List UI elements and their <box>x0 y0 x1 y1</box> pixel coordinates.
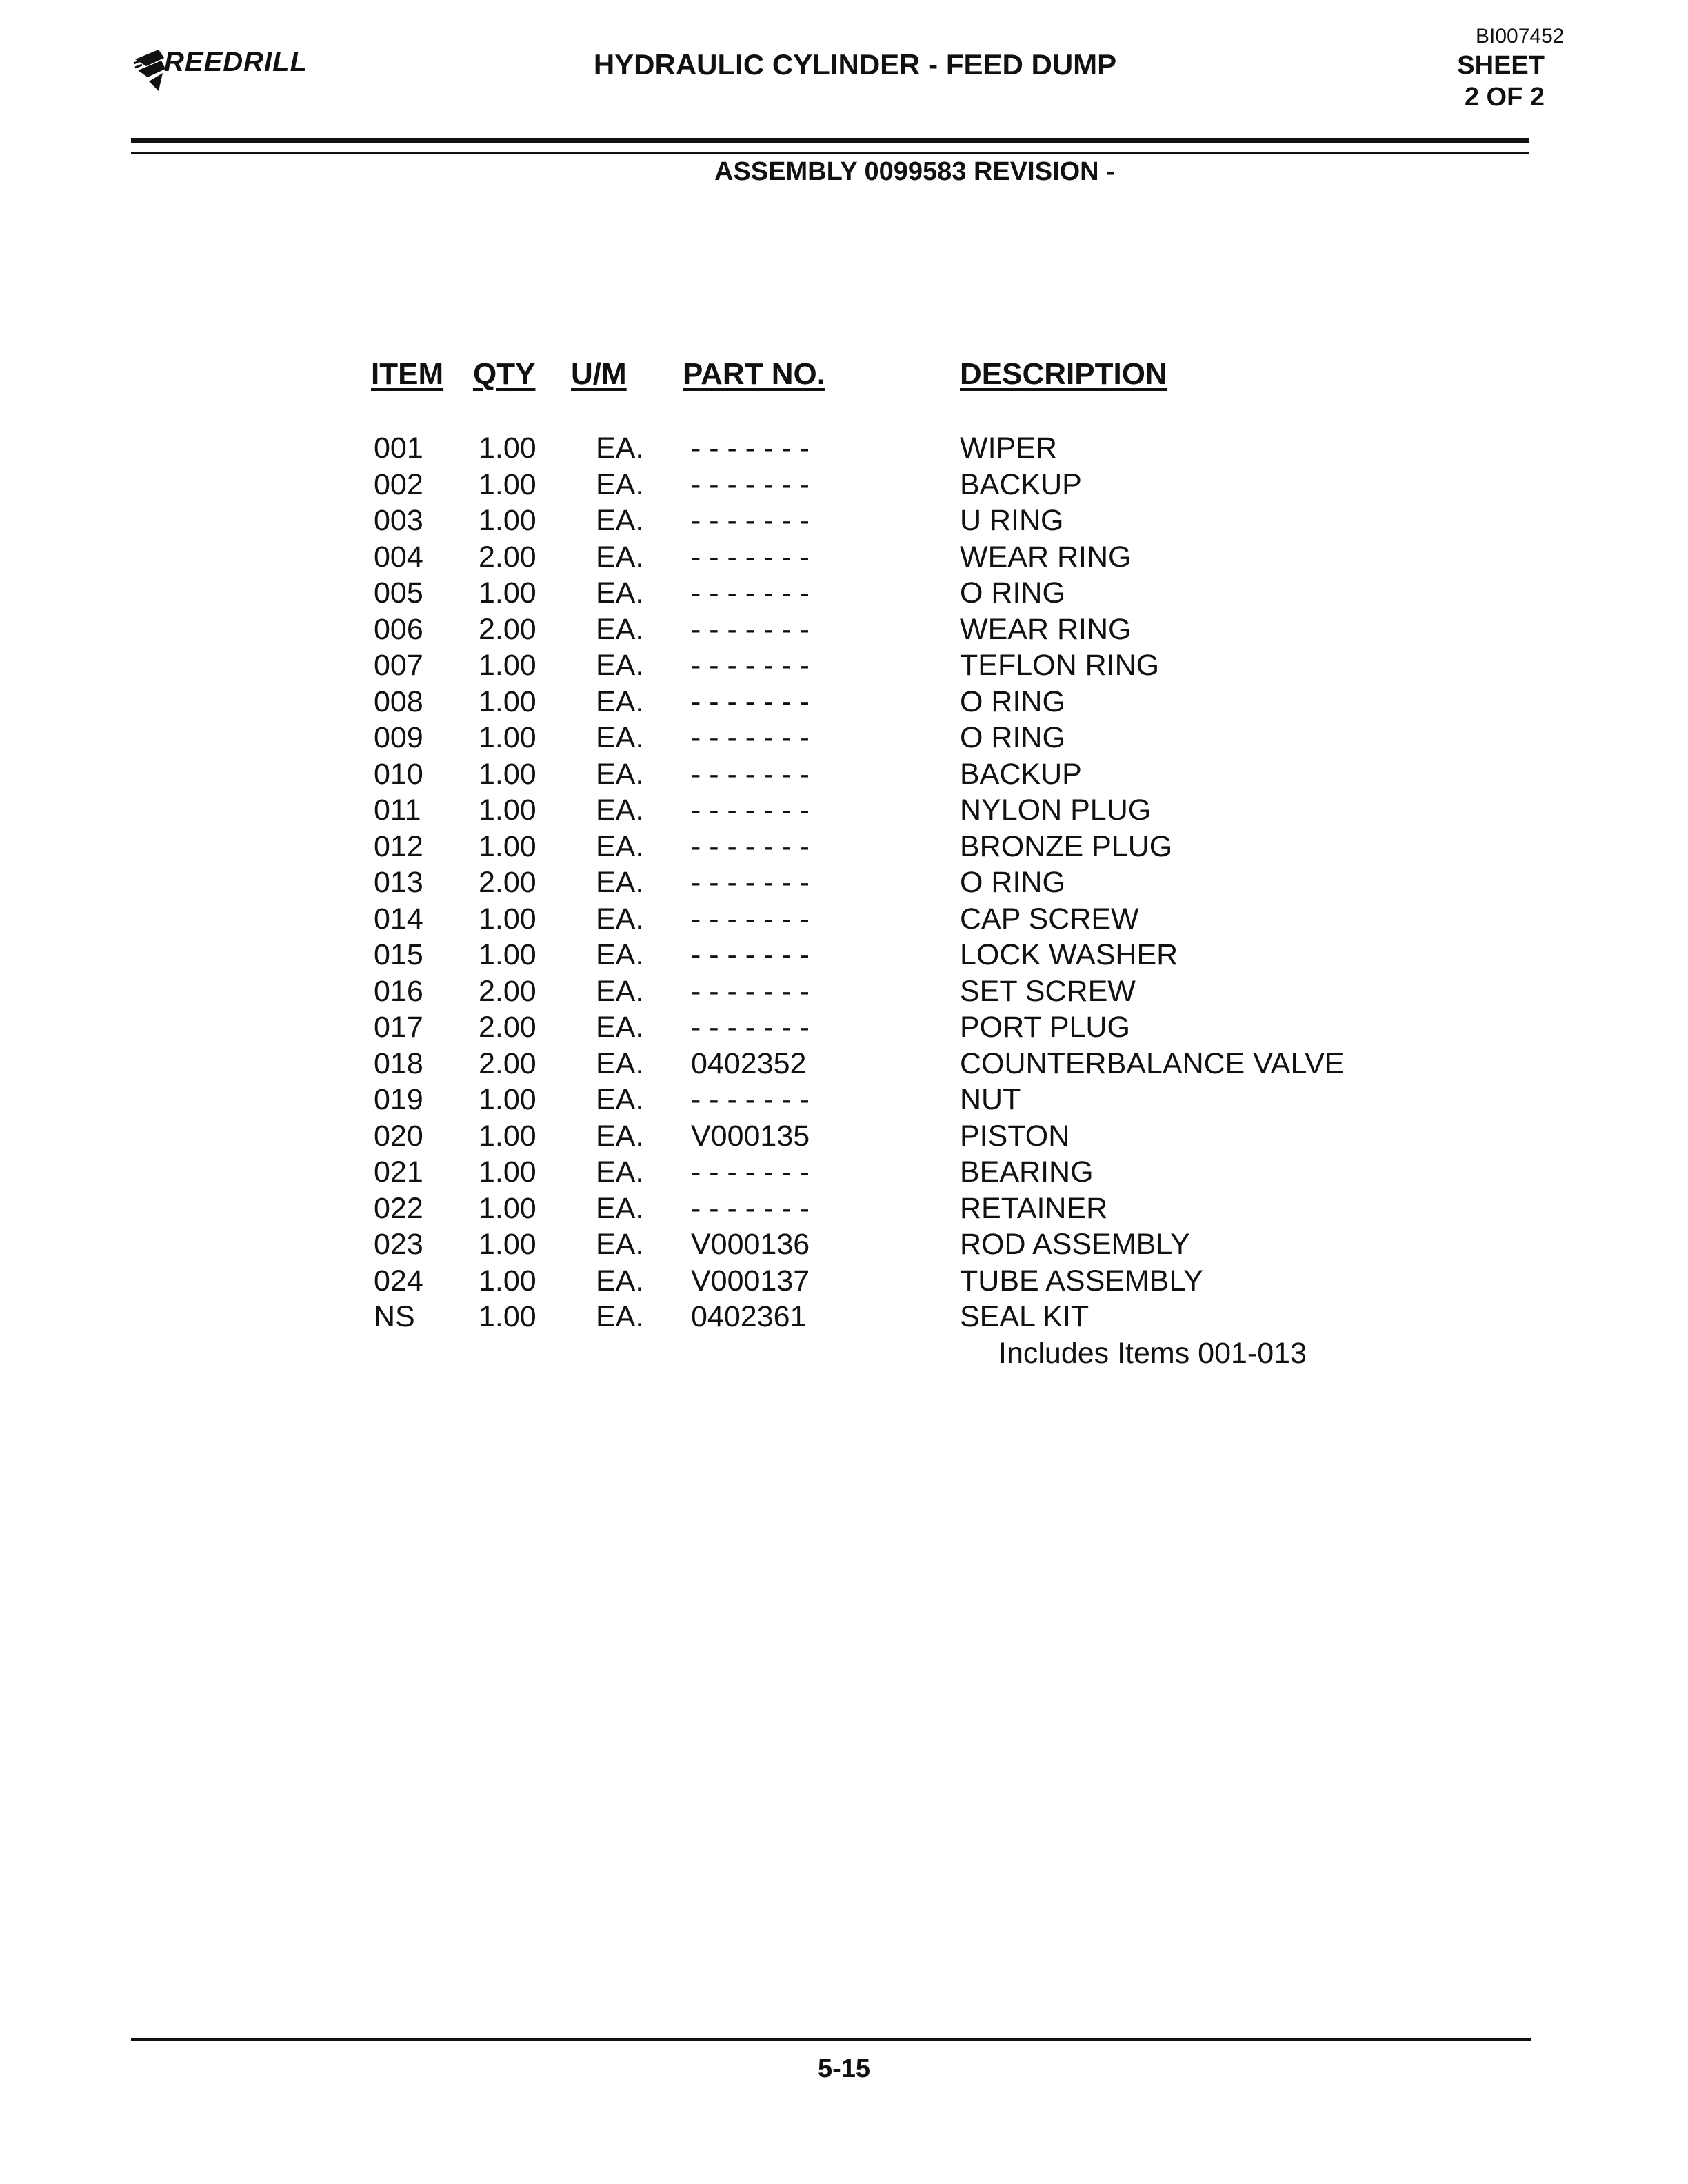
company-logo <box>131 43 331 105</box>
part-number: - - - - - - - <box>691 938 810 971</box>
table-row <box>0 504 1688 540</box>
sheet-indicator <box>1434 50 1545 113</box>
part-number: - - - - - - - <box>691 829 810 863</box>
logo-wordmark: REEDRILL <box>164 47 308 77</box>
description: WEAR RING <box>960 540 1132 574</box>
part-number: - - - - - - - <box>691 467 810 501</box>
unit-of-measure: EA. <box>596 1228 644 1261</box>
description: PISTON <box>960 1119 1070 1153</box>
table-row <box>0 1228 1688 1264</box>
quantity: 1.00 <box>479 1191 536 1225</box>
description: ROD ASSEMBLY <box>960 1228 1190 1261</box>
unit-of-measure: EA. <box>596 1046 644 1080</box>
part-number: - - - - - - - <box>691 866 810 899</box>
item-number: 003 <box>374 504 423 537</box>
description: COUNTERBALANCE VALVE <box>960 1046 1345 1080</box>
table-row <box>0 830 1688 867</box>
unit-of-measure: EA. <box>596 1083 644 1116</box>
unit-of-measure: EA. <box>596 974 644 1008</box>
table-row <box>0 685 1688 722</box>
parts-list <box>0 432 1688 1373</box>
column-header-item: ITEM <box>371 357 444 391</box>
part-number: - - - - - - - <box>691 902 810 936</box>
table-row <box>0 975 1688 1011</box>
table-row <box>0 1120 1688 1156</box>
table-row <box>0 432 1688 468</box>
table-row <box>0 576 1688 613</box>
header-rule-thin <box>131 152 1529 154</box>
item-number: 004 <box>374 540 423 574</box>
unit-of-measure: EA. <box>596 685 644 718</box>
quantity: 1.00 <box>479 467 536 501</box>
description: BRONZE PLUG <box>960 829 1173 863</box>
part-number: - - - - - - - <box>691 1191 810 1225</box>
quantity: 1.00 <box>479 1083 536 1116</box>
quantity: 1.00 <box>479 649 536 682</box>
description: TUBE ASSEMBLY <box>960 1264 1203 1297</box>
item-number: 002 <box>374 467 423 501</box>
description: NYLON PLUG <box>960 793 1152 827</box>
quantity: 2.00 <box>479 540 536 574</box>
table-row <box>0 468 1688 505</box>
part-number: - - - - - - - <box>691 504 810 537</box>
unit-of-measure: EA. <box>596 829 644 863</box>
description: WEAR RING <box>960 612 1132 646</box>
quantity: 1.00 <box>479 1155 536 1189</box>
item-number: 016 <box>374 974 423 1008</box>
unit-of-measure: EA. <box>596 1300 644 1333</box>
item-number: 001 <box>374 432 423 465</box>
item-number: 008 <box>374 685 423 718</box>
unit-of-measure: EA. <box>596 432 644 465</box>
seal-kit-note: Includes Items 001-013 <box>998 1336 1307 1370</box>
part-number: - - - - - - - <box>691 576 810 609</box>
quantity: 1.00 <box>479 793 536 827</box>
quantity: 2.00 <box>479 1046 536 1080</box>
description: BACKUP <box>960 467 1082 501</box>
description: NUT <box>960 1083 1021 1116</box>
item-number: 006 <box>374 612 423 646</box>
unit-of-measure: EA. <box>596 467 644 501</box>
unit-of-measure: EA. <box>596 612 644 646</box>
quantity: 2.00 <box>479 974 536 1008</box>
table-row <box>0 938 1688 975</box>
table-row <box>0 1192 1688 1228</box>
part-number: 0402352 <box>691 1046 807 1080</box>
table-row <box>0 902 1688 939</box>
sheet-value: 2 OF 2 <box>1464 83 1545 112</box>
item-number: 014 <box>374 902 423 936</box>
quantity: 1.00 <box>479 902 536 936</box>
column-header-description: DESCRIPTION <box>960 357 1167 391</box>
assembly-label: ASSEMBLY 0099583 REVISION - <box>714 157 1115 186</box>
description: CAP SCREW <box>960 902 1139 936</box>
description: BEARING <box>960 1155 1094 1189</box>
table-row <box>0 866 1688 902</box>
quantity: 1.00 <box>479 576 536 609</box>
unit-of-measure: EA. <box>596 938 644 971</box>
quantity: 1.00 <box>479 432 536 465</box>
column-header-part-no: PART NO. <box>683 357 825 391</box>
part-number: - - - - - - - <box>691 649 810 682</box>
footer-rule <box>131 2038 1531 2041</box>
description: SEAL KIT <box>960 1300 1089 1333</box>
unit-of-measure: EA. <box>596 902 644 936</box>
description: TEFLON RING <box>960 649 1160 682</box>
quantity: 2.00 <box>479 866 536 899</box>
description: U RING <box>960 504 1064 537</box>
description: WIPER <box>960 432 1057 465</box>
quantity: 1.00 <box>479 1119 536 1153</box>
item-number: 005 <box>374 576 423 609</box>
item-number: 023 <box>374 1228 423 1261</box>
item-number: 007 <box>374 649 423 682</box>
unit-of-measure: EA. <box>596 576 644 609</box>
description: RETAINER <box>960 1191 1108 1225</box>
description: PORT PLUG <box>960 1011 1130 1044</box>
unit-of-measure: EA. <box>596 721 644 754</box>
item-number: 022 <box>374 1191 423 1225</box>
unit-of-measure: EA. <box>596 1264 644 1297</box>
quantity: 1.00 <box>479 1264 536 1297</box>
item-number: 011 <box>374 793 421 827</box>
quantity: 1.00 <box>479 721 536 754</box>
part-number: - - - - - - - <box>691 974 810 1008</box>
unit-of-measure: EA. <box>596 866 644 899</box>
unit-of-measure: EA. <box>596 1155 644 1189</box>
table-row <box>0 1264 1688 1301</box>
item-number: 019 <box>374 1083 423 1116</box>
description: O RING <box>960 685 1065 718</box>
item-number: 020 <box>374 1119 423 1153</box>
sheet-label: SHEET <box>1457 51 1545 80</box>
item-number: 017 <box>374 1011 423 1044</box>
item-number: 009 <box>374 721 423 754</box>
description: SET SCREW <box>960 974 1136 1008</box>
quantity: 1.00 <box>479 938 536 971</box>
part-number: 0402361 <box>691 1300 807 1333</box>
part-number: V000136 <box>691 1228 810 1261</box>
quantity: 1.00 <box>479 1228 536 1261</box>
part-number: V000137 <box>691 1264 810 1297</box>
unit-of-measure: EA. <box>596 540 644 574</box>
header-rule-thick <box>131 138 1529 143</box>
unit-of-measure: EA. <box>596 1119 644 1153</box>
part-number: V000135 <box>691 1119 810 1153</box>
description: O RING <box>960 866 1065 899</box>
column-header-um: U/M <box>571 357 627 391</box>
quantity: 1.00 <box>479 829 536 863</box>
table-row <box>0 1155 1688 1192</box>
item-number: 012 <box>374 829 423 863</box>
part-number: - - - - - - - <box>691 540 810 574</box>
item-number: 024 <box>374 1264 423 1297</box>
part-number: - - - - - - - <box>691 793 810 827</box>
quantity: 1.00 <box>479 504 536 537</box>
table-row <box>0 758 1688 794</box>
part-number: - - - - - - - <box>691 432 810 465</box>
unit-of-measure: EA. <box>596 649 644 682</box>
part-number: - - - - - - - <box>691 612 810 646</box>
item-number: 021 <box>374 1155 423 1189</box>
description: LOCK WASHER <box>960 938 1178 971</box>
item-number: NS <box>374 1300 415 1333</box>
description: O RING <box>960 576 1065 609</box>
page-number: 5-15 <box>817 2054 871 2083</box>
part-number: - - - - - - - <box>691 757 810 791</box>
part-number: - - - - - - - <box>691 1083 810 1116</box>
quantity: 1.00 <box>479 685 536 718</box>
description: BACKUP <box>960 757 1082 791</box>
part-number: - - - - - - - <box>691 1155 810 1189</box>
table-note-row <box>0 1337 1688 1373</box>
table-row <box>0 1300 1688 1337</box>
item-number: 013 <box>374 866 423 899</box>
table-row <box>0 540 1688 577</box>
unit-of-measure: EA. <box>596 504 644 537</box>
item-number: 010 <box>374 757 423 791</box>
table-row <box>0 613 1688 649</box>
column-header-qty: QTY <box>473 357 536 391</box>
table-row <box>0 793 1688 830</box>
part-number: - - - - - - - <box>691 685 810 718</box>
document-id: BI007452 <box>1476 25 1565 48</box>
quantity: 2.00 <box>479 612 536 646</box>
quantity: 2.00 <box>479 1011 536 1044</box>
table-row <box>0 1011 1688 1047</box>
quantity: 1.00 <box>479 757 536 791</box>
unit-of-measure: EA. <box>596 1191 644 1225</box>
table-row <box>0 649 1688 685</box>
unit-of-measure: EA. <box>596 1011 644 1044</box>
unit-of-measure: EA. <box>596 757 644 791</box>
table-row <box>0 1083 1688 1120</box>
document-title: HYDRAULIC CYLINDER - FEED DUMP <box>593 48 1117 81</box>
part-number: - - - - - - - <box>691 721 810 754</box>
quantity: 1.00 <box>479 1300 536 1333</box>
part-number: - - - - - - - <box>691 1011 810 1044</box>
unit-of-measure: EA. <box>596 793 644 827</box>
item-number: 015 <box>374 938 423 971</box>
item-number: 018 <box>374 1046 423 1080</box>
table-row <box>0 721 1688 758</box>
description: O RING <box>960 721 1065 754</box>
table-row <box>0 1047 1688 1084</box>
